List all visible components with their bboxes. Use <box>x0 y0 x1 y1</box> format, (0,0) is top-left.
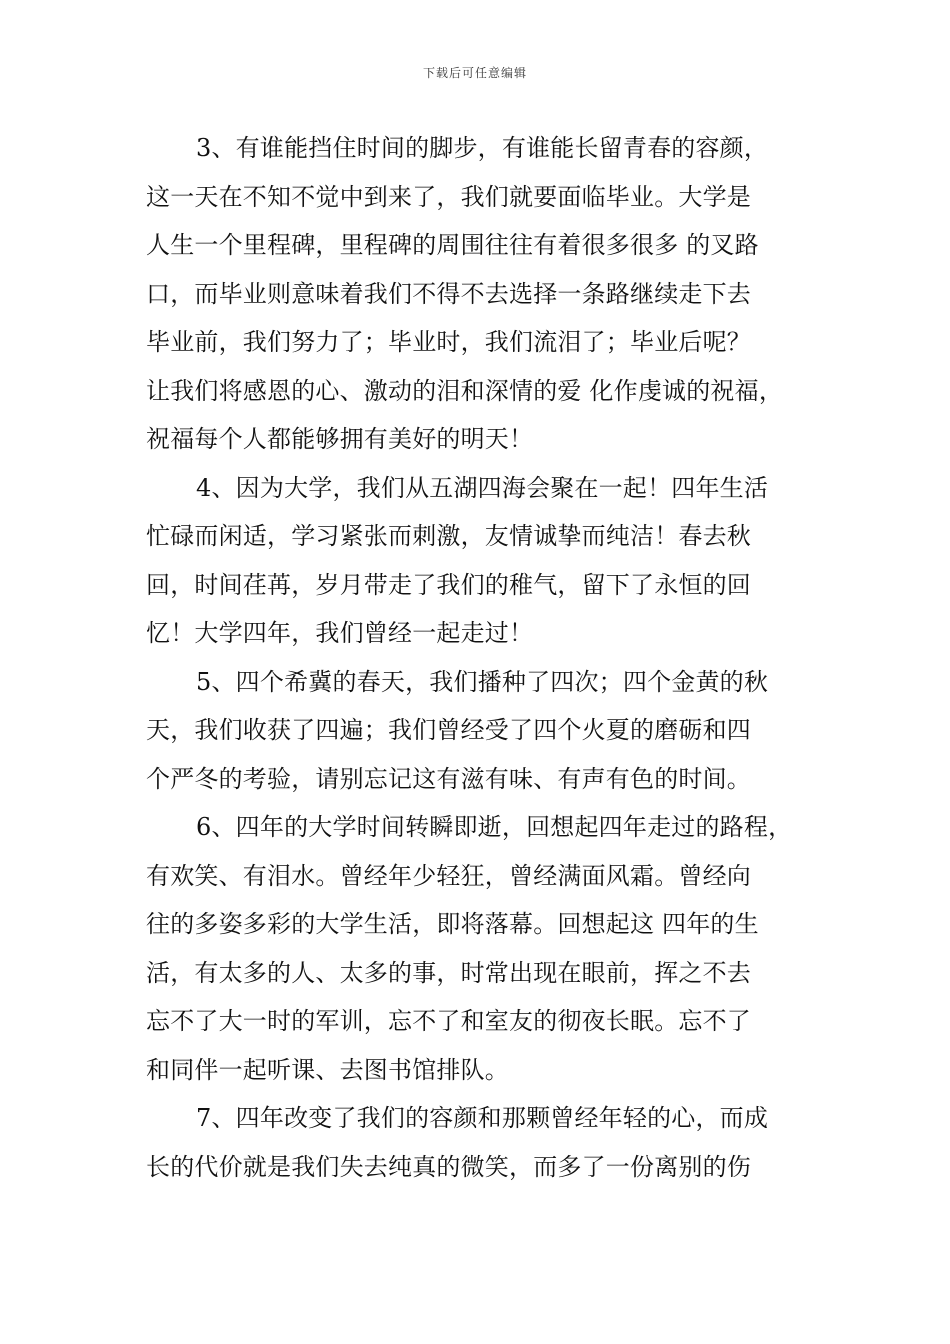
document-body <box>146 124 806 1191</box>
text-line: 4、因为大学，我们从五湖四海会聚在一起！四年生活 <box>196 473 769 502</box>
text-line: 回，时间荏苒，岁月带走了我们的稚气，留下了永恒的回 <box>146 570 751 599</box>
text-line: 个严冬的考验，请别忘记这有滋有味、有声有色的时间。 <box>146 764 751 793</box>
text-line: 口，而毕业则意味着我们不得不去选择一条路继续走下去 <box>146 279 751 308</box>
paragraph-4 <box>146 464 806 658</box>
text-line: 和同伴一起听课、去图书馆排队。 <box>146 1055 509 1084</box>
text-line: 3、有谁能挡住时间的脚步，有谁能长留青春的容颜， <box>196 134 769 162</box>
text-line: 让我们将感恩的心、激动的泪和深情的爱 化作虔诚的祝福， <box>146 376 784 405</box>
header-note: 下载后可任意编辑 <box>422 66 527 80</box>
text-line: 往的多姿多彩的大学生活，即将落幕。回想起这 四年的生 <box>146 910 759 938</box>
text-line: 祝福每个人都能够拥有美好的明天！ <box>146 425 534 453</box>
text-line: 天，我们收获了四遍；我们曾经受了四个火夏的磨砺和四 <box>146 716 751 744</box>
text-line: 7、四年改变了我们的容颜和那颗曾经年轻的心，而成 <box>196 1104 769 1132</box>
text-line: 5、四个希冀的春天，我们播种了四次；四个金黄的秋 <box>196 667 769 696</box>
text-line: 有欢笑、有泪水。曾经年少轻狂，曾经满面风霜。曾经向 <box>146 861 751 890</box>
text-line: 忙碌而闲适，学习紧张而刺激，友情诚挚而纯洁！春去秋 <box>146 522 751 550</box>
text-line: 忆！大学四年，我们曾经一起走过！ <box>146 619 534 647</box>
paragraph-7 <box>146 1094 806 1191</box>
text-line: 这一天在不知不觉中到来了，我们就要面临毕业。大学是 <box>146 182 751 211</box>
text-line: 6、四年的大学时间转瞬即逝，回想起四年走过的路程， <box>196 813 793 841</box>
text-line: 活，有太多的人、太多的事，时常出现在眼前，挥之不去 <box>146 958 751 987</box>
paragraph-6 <box>146 803 806 1094</box>
text-line: 毕业前，我们努力了；毕业时，我们流泪了；毕业后呢？ <box>146 328 751 356</box>
paragraph-5 <box>146 658 806 804</box>
text-line: 长的代价就是我们失去纯真的微笑，而多了一份离别的伤 <box>146 1152 751 1181</box>
text-line: 忘不了大一时的军训，忘不了和室友的彻夜长眠。忘不了 <box>146 1007 751 1035</box>
text-line: 人生一个里程碑，里程碑的周围往往有着很多很多 的叉路 <box>146 231 759 259</box>
paragraph-3 <box>146 124 806 464</box>
